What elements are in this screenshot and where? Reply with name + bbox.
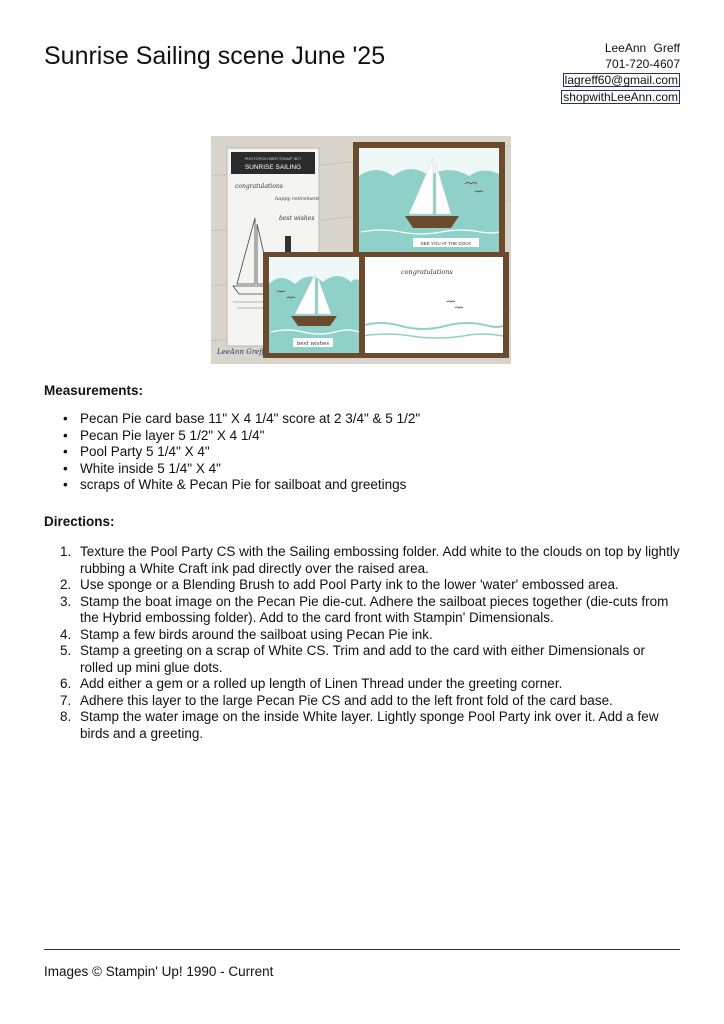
stamp-box-brand: PHOTOPOLYMER STAMP SET xyxy=(244,156,302,161)
list-item: 3. Stamp the boat image on the Pecan Pie die-cut. Adhere the sailboat pieces together (die-cuts from the Hybrid embossing folder). Add to the card front with Stampin' Dimensionals. xyxy=(60,593,669,625)
list-item: 2. Use sponge or a Blending Brush to add Pool Party ink to the lower 'water' embossed area. xyxy=(60,577,619,592)
list-item: • White inside 5 1/4" X 4" xyxy=(60,461,420,478)
contact-phone: 701-720-4607 xyxy=(605,56,680,71)
directions-heading: Directions: xyxy=(44,514,115,529)
email-link[interactable]: lagreff60@gmail.com xyxy=(564,73,678,87)
measurements-heading: Measurements: xyxy=(44,383,144,398)
inside-card-greeting: congratulations xyxy=(401,268,453,276)
footer-divider xyxy=(44,949,680,950)
list-item: 1. Texture the Pool Party CS with the Sailing embossing folder. Add white to the clouds on top by lightly rubbing a White Craft ink pad directly over the raised area. xyxy=(60,544,680,576)
contact-name: LeeAnn Greff xyxy=(604,41,680,55)
list-item: • Pecan Pie card base 11" X 4 1/4" score at 2 3/4" & 5 1/2" xyxy=(60,411,420,428)
list-item: • Pool Party 5 1/4" X 4" xyxy=(60,444,420,461)
project-photo xyxy=(211,136,511,364)
top-card xyxy=(353,142,505,260)
list-item: 7. Adhere this layer to the large Pecan Pie CS and add to the left front fold of the card base. xyxy=(60,692,613,708)
watermark-signature: LeeAnn Greff xyxy=(217,348,265,356)
stamp-word-3: best wishes xyxy=(279,215,315,222)
stamp-word-1: congratulations xyxy=(235,183,283,190)
top-card-greeting: SEE YOU AT THE DOCK xyxy=(420,241,472,246)
stamp-word-2: happy retirement xyxy=(275,196,320,202)
list-item: 4. Stamp a few birds around the sailboat using Pecan Pie ink. xyxy=(60,626,433,642)
front-card-greeting: best wishes xyxy=(296,341,330,347)
page-title: Sunrise Sailing scene June '25 xyxy=(44,42,386,70)
sailing-cards-illustration xyxy=(211,136,511,364)
list-item: 8. Stamp the water image on the inside White layer. Lightly sponge Pool Party ink over it. Add a few birds and a greeting. xyxy=(60,709,659,741)
front-card xyxy=(263,252,365,358)
list-item: 6. Add either a gem or a rolled up length of Linen Thread under the greeting corner. xyxy=(60,676,563,691)
list-item: • scraps of White & Pecan Pie for sailboat and greetings xyxy=(60,477,420,494)
website-link[interactable]: shopwithLeeAnn.com xyxy=(563,89,678,104)
footer-copyright: Images © Stampin' Up! 1990 - Current xyxy=(44,964,274,979)
list-item: • Pecan Pie layer 5 1/2" X 4 1/4" xyxy=(60,428,420,445)
inside-card xyxy=(351,252,509,358)
measurements-list xyxy=(60,411,420,494)
list-item: 5. Stamp a greeting on a scrap of White CS. Trim and add to the card with either Dimensionals or rolled up mini glue dots. xyxy=(60,643,646,675)
stamp-box-label: SUNRISE SAILING xyxy=(244,164,302,171)
directions-list xyxy=(60,544,680,742)
contact-block xyxy=(561,41,680,105)
